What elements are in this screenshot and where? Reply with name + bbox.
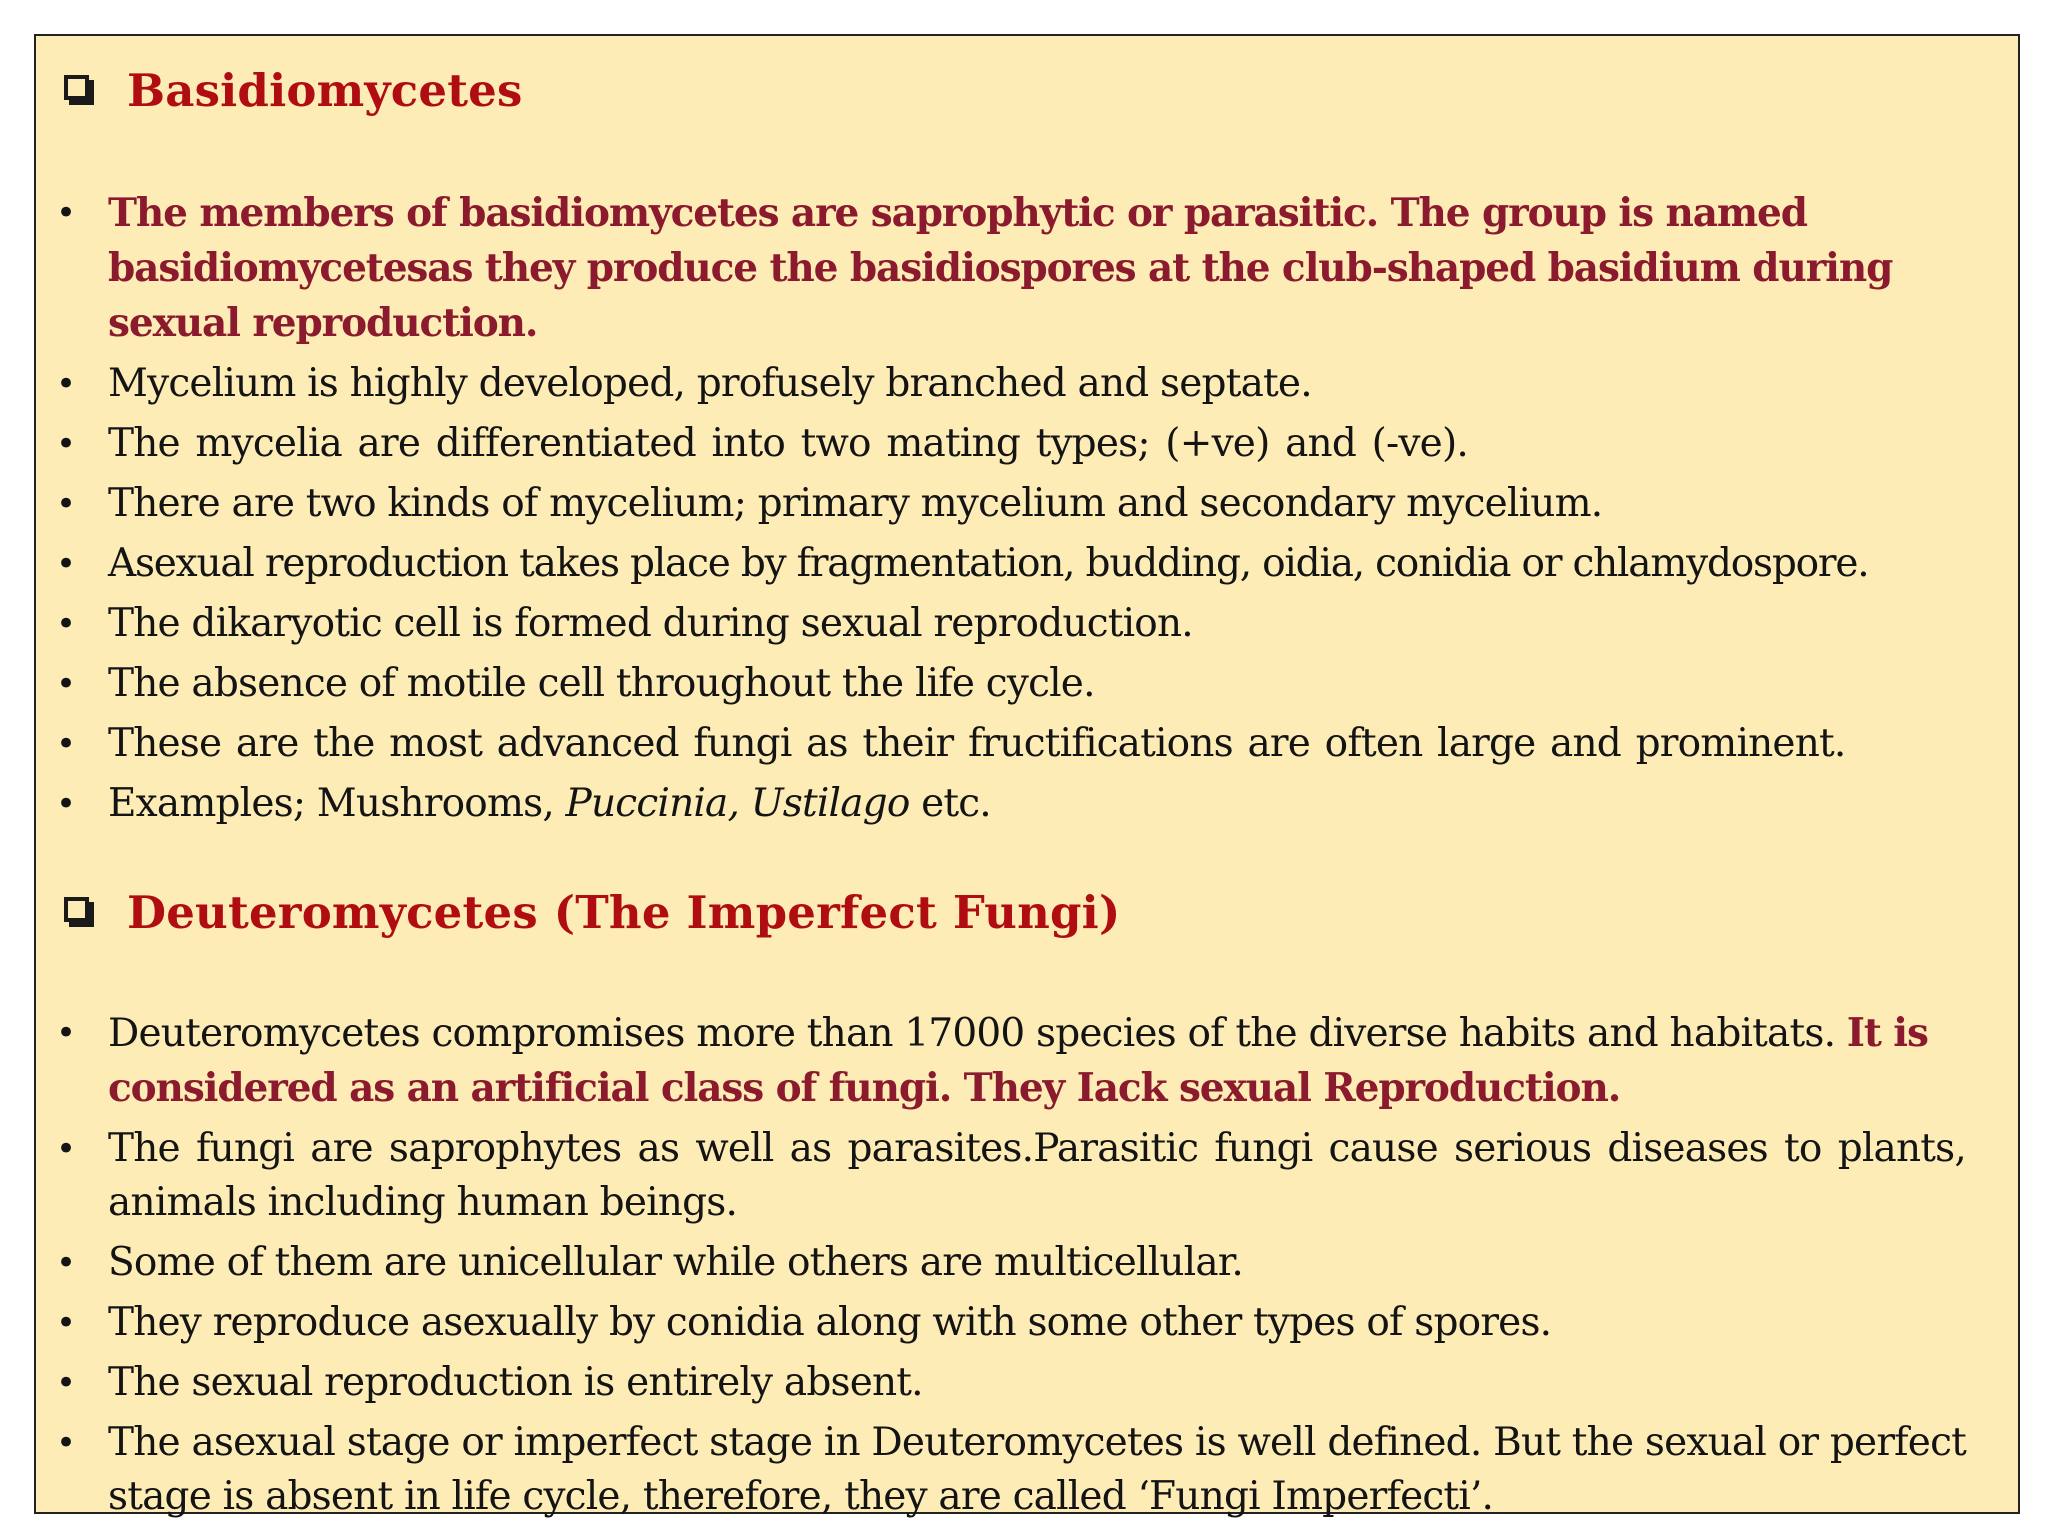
basidio-point-text: There are two kinds of mycelium; primary mycelium and secondary mycelium.	[108, 481, 1603, 526]
slide-panel	[34, 34, 2020, 1519]
list-item	[36, 357, 1996, 411]
heading-deuteromycetes	[58, 886, 1120, 939]
examples-genera: Puccinia, Ustilago	[565, 781, 910, 826]
list-item	[36, 717, 1996, 771]
bullet-dot: •	[56, 544, 76, 584]
bullet-dot: •	[56, 1363, 76, 1403]
list-item	[36, 1122, 1996, 1230]
list-item	[36, 417, 1996, 471]
deutero-first-emph: It is considered as an artificial class of fungi. They Iack sexual Reproduction.	[108, 1010, 1928, 1111]
basidio-point-text: These are the most advanced fungi as their fructifications are often large and prominent.	[108, 721, 1846, 766]
basidiomycetes-list	[36, 186, 1996, 831]
bullet-dot: •	[56, 193, 76, 233]
list-item	[36, 477, 1996, 531]
list-item	[36, 657, 1996, 711]
heading-basidiomycetes	[58, 64, 523, 117]
deutero-point-text: The fungi are saprophytes as well as parasites.Parasitic fungi cause serious diseases to plants, animals including human beings.	[108, 1126, 1966, 1225]
basidio-point-text: The dikaryotic cell is formed during sexual reproduction.	[108, 601, 1193, 646]
list-item	[36, 186, 1996, 351]
basidio-point-text: Asexual reproduction takes place by fragmentation, budding, oidia, conidia or chlamydospore.	[108, 541, 1869, 586]
list-item	[36, 1006, 1996, 1116]
bullet-dot: •	[56, 1423, 76, 1463]
examples-suffix: etc.	[909, 781, 991, 826]
checkbox-bullet-icon	[64, 897, 89, 922]
heading-deuteromycetes-text: Deuteromycetes (The Imperfect Fungi)	[127, 886, 1121, 939]
checkbox-bullet-icon	[64, 75, 89, 100]
deutero-point-text: The sexual reproduction is entirely absent.	[108, 1360, 923, 1405]
deutero-first-plain: Deuteromycetes compromises more than 17000 species of the diverse habits and habitats.	[108, 1011, 1847, 1056]
bullet-dot: •	[56, 364, 76, 404]
basidio-point-text: The absence of motile cell throughout the life cycle.	[108, 661, 1095, 706]
deutero-point-text: Some of them are unicellular while others are multicellular.	[108, 1240, 1243, 1285]
heading-basidiomycetes-text: Basidiomycetes	[127, 64, 523, 117]
deuteromycetes-list	[36, 1006, 1996, 1524]
basidio-intro-text: The members of basidiomycetes are saprophytic or parasitic. The group is named basidiomycetesas they produce the basidiospores at the club-shaped basidium during sexual reproduction.	[108, 190, 1893, 346]
bullet-dot: •	[56, 1303, 76, 1343]
deutero-point-text: The asexual stage or imperfect stage in Deuteromycetes is well defined. But the sexual or perfect stage is absent in life cycle, therefore, they are called ‘Fungi Imperfecti’.	[108, 1420, 1966, 1519]
bullet-dot: •	[56, 484, 76, 524]
bullet-dot: •	[56, 604, 76, 644]
bullet-dot: •	[56, 1013, 76, 1053]
list-item	[36, 1416, 1996, 1524]
list-item	[36, 597, 1996, 651]
bullet-dot: •	[56, 664, 76, 704]
list-item	[36, 1296, 1996, 1350]
bullet-dot: •	[56, 1243, 76, 1283]
bullet-dot: •	[56, 1129, 76, 1169]
list-item	[36, 777, 1996, 831]
basidio-point-text: The mycelia are differentiated into two mating types; (+ve) and (-ve).	[108, 421, 1468, 466]
bullet-dot: •	[56, 724, 76, 764]
basidio-point-text: Mycelium is highly developed, profusely branched and septate.	[108, 361, 1312, 406]
list-item	[36, 1236, 1996, 1290]
list-item	[36, 1356, 1996, 1410]
deutero-point-text: They reproduce asexually by conidia along with some other types of spores.	[108, 1300, 1552, 1345]
bullet-dot: •	[56, 784, 76, 824]
bullet-dot: •	[56, 424, 76, 464]
examples-prefix: Examples; Mushrooms,	[108, 781, 566, 826]
list-item	[36, 537, 1996, 591]
